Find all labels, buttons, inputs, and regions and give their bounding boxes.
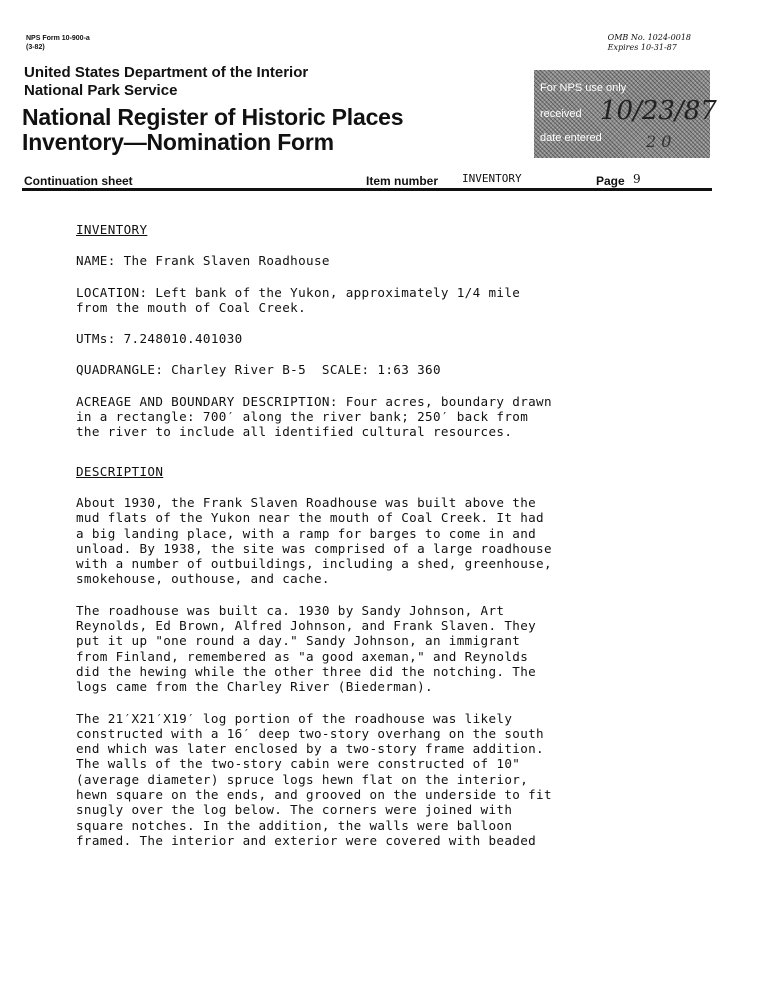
stamp-label-received: received <box>540 108 582 120</box>
expiration-date: Expires 10-31-87 <box>607 43 677 52</box>
paragraph-line: hewn square on the ends, and grooved on the underside to fit <box>76 787 552 803</box>
location-block <box>76 285 656 316</box>
form-number <box>26 34 90 52</box>
heading-inventory: INVENTORY <box>76 222 148 237</box>
header-divider <box>22 188 712 191</box>
quadrangle-scale: QUADRANGLE: Charley River B-5 SCALE: 1:63 360 <box>76 362 441 378</box>
location-line: LOCATION: Left bank of the Yukon, approximately 1/4 mile <box>76 284 521 300</box>
paragraph-line: smokehouse, outhouse, and cache. <box>76 571 330 587</box>
item-number-label: Item number <box>366 174 439 188</box>
acreage-line: ACREAGE AND BOUNDARY DESCRIPTION: Four acres, boundary drawn <box>76 393 552 409</box>
stamp-received-date: 10/23/87 <box>600 96 717 126</box>
paragraph-line: framed. The interior and exterior were covered with beaded <box>76 832 537 848</box>
paragraph-line: mud flats of the Yukon near the mouth of Coal Creek. It had <box>76 510 544 526</box>
paragraph-line: unload. By 1938, the site was comprised of a large roadhouse <box>76 540 552 556</box>
department-name: United States Department of the Interior <box>24 64 309 81</box>
form-date-text: (3-82) <box>26 44 45 51</box>
paragraph-line: constructed with a 16′ deep two-story overhang on the south <box>76 725 544 741</box>
paragraph-line: The 21′X21′X19′ log portion of the roadhouse was likely <box>76 710 513 726</box>
heading-description: DESCRIPTION <box>76 463 164 479</box>
paragraph-line: The walls of the two-story cabin were constructed of 10" <box>76 756 521 772</box>
paragraph-line: did the hewing while the other three did the notching. The <box>76 663 537 679</box>
continuation-sheet-label: Continuation sheet <box>24 174 133 188</box>
description-paragraph-1 <box>76 495 656 587</box>
description-paragraph-2 <box>76 603 656 695</box>
omb-number: OMB No. 1024-0018 <box>607 33 691 42</box>
stamp-label-nps-use: For NPS use only <box>540 82 627 94</box>
location-line: from the mouth of Coal Creek. <box>76 299 307 315</box>
paragraph-line: logs came from the Charley River (Biederman). <box>76 679 433 695</box>
form-title-line1: National Register of Historic Places <box>22 104 404 130</box>
stamp-entered-date: 2 0 <box>646 132 672 151</box>
page-number: 9 <box>633 172 641 186</box>
paragraph-line: (average diameter) spruce logs hewn flat on the interior, <box>76 771 529 787</box>
description-paragraph-3 <box>76 711 656 849</box>
paragraph-line: square notches. In the addition, the walls were balloon <box>76 817 513 833</box>
paragraph-line: with a number of outbuildings, including a shed, greenhouse, <box>76 556 552 572</box>
paragraph-line: The roadhouse was built ca. 1930 by Sandy Johnson, Art <box>76 602 505 618</box>
acreage-line: the river to include all identified cultural resources. <box>76 424 513 440</box>
page-label: Page <box>596 174 625 188</box>
item-number-value: INVENTORY <box>462 172 522 185</box>
acreage-block <box>76 394 656 440</box>
paragraph-line: a big landing place, with a ramp for barges to come in and <box>76 525 537 541</box>
nps-use-only-stamp <box>534 70 717 158</box>
document-body <box>76 222 656 848</box>
paragraph-line: end which was later enclosed by a two-story frame addition. <box>76 741 544 757</box>
utms: UTMs: 7.248010.401030 <box>76 331 243 347</box>
acreage-line: in a rectangle: 700′ along the river bank; 250′ back from <box>76 409 529 425</box>
form-title-line2: Inventory—Nomination Form <box>22 129 334 155</box>
property-name: NAME: The Frank Slaven Roadhouse <box>76 253 330 269</box>
form-number-text: NPS Form 10-900-a <box>26 35 90 42</box>
omb-block <box>608 33 691 53</box>
paragraph-line: Reynolds, Ed Brown, Alfred Johnson, and Frank Slaven. They <box>76 618 537 634</box>
paragraph-line: snugly over the log below. The corners were joined with <box>76 802 513 818</box>
stamp-label-date-entered: date entered <box>540 132 602 144</box>
service-name: National Park Service <box>24 82 178 99</box>
paragraph-line: put it up "one round a day." Sandy Johnson, an immigrant <box>76 633 521 649</box>
paragraph-line: About 1930, the Frank Slaven Roadhouse was built above the <box>76 494 537 510</box>
paragraph-line: from Finland, remembered as "a good axeman," and Reynolds <box>76 648 529 664</box>
